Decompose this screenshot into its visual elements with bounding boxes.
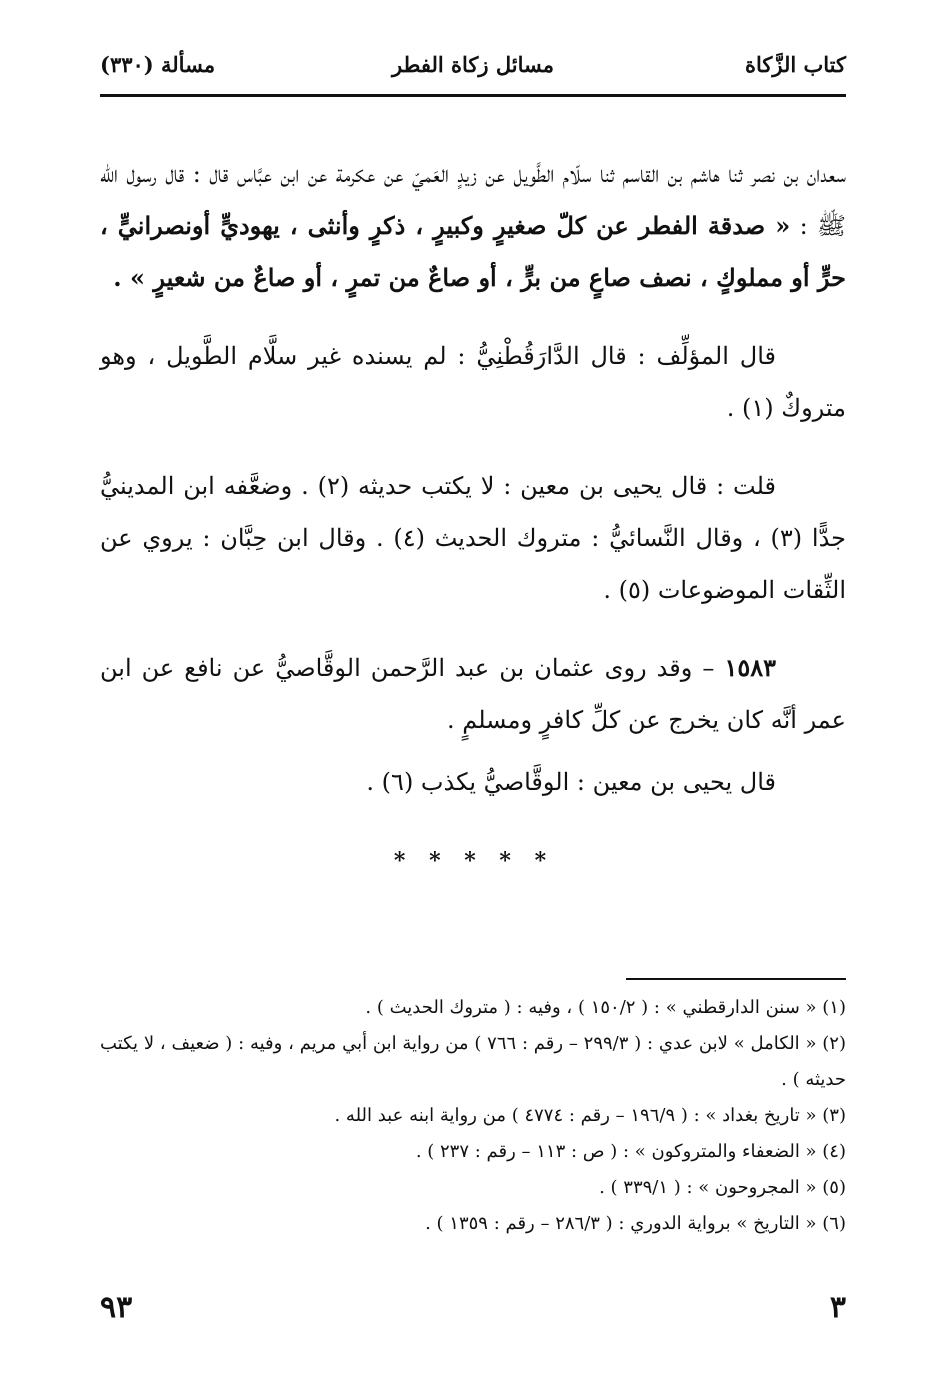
footnotes (100, 990, 846, 1242)
footnote: (٥) « المجروحون » : ( ٣٣٩/١ ) . (599, 1177, 846, 1198)
section-divider: * * * * * (393, 848, 555, 874)
hadith-text: « صدقة الفطر عن كلّ صغيرٍ وكبيرٍ ، ذكرٍ وأنثى ، يهوديٍّ أونصرانيٍّ ، حرٍّ أو مملوكٍ ، نصف صاعٍ من برٍّ ، أو صاعٌ من تمرٍ ، أو صاعٌ من شعيرٍ » . (100, 211, 846, 292)
paragraph-author-note: قال المؤلِّف : قال الدَّارَقُطْنِيُّ : لم يسنده غير سلَّام الطَّويل ، وهو متروكٌ (١) . (100, 342, 846, 422)
paragraph-1583 (100, 642, 846, 746)
book-title: كتاب الزَّكاة (744, 52, 846, 77)
footnote: (٢) « الكامل » لابن عدي : ( ٢٩٩/٣ – رقم : ٧٦٦ ) من رواية ابن أبي مريم ، وفيه : ( ضعيف ، لا يكتب حديثه ) . (100, 1033, 846, 1090)
footnote: (٦) « التاريخ » برواية الدوري : ( ٢٨٦/٣ – رقم : ١٣٥٩ ) . (425, 1213, 846, 1234)
chapter-title: مسائل زكاة الفطر (392, 52, 554, 77)
hadith-number: ١٥٨٣ (724, 653, 776, 682)
footnote: (٣) « تاريخ بغداد » : ( ١٩٦/٩ – رقم : ٤٧٧٤ ) من رواية ابنه عبد الله . (334, 1105, 846, 1126)
footnote-rule (626, 978, 846, 980)
footnote: (٤) « الضعفاء والمتروكون » : ( ص : ١١٣ – رقم : ٢٣٧ ) . (415, 1141, 846, 1162)
page-number-left: ٩٣ (100, 1290, 133, 1325)
header-rule (100, 94, 846, 97)
issue-number: مسألة (٣٣٠) (100, 52, 216, 77)
page-number-right: ٣ (829, 1290, 846, 1325)
hadith-chain: سعدان بن نصر ثنا هاشم بن القاسم ثنا سلّام الطَّويل عن زيدٍ العَميّ عن عكرمة عن ابن عبَّاس قال : قال رسول الله ﷺ : (100, 160, 846, 240)
paragraph-ibn-main: قال يحيى بن معين : الوقَّاصيُّ يكذب (٦) . (366, 768, 776, 796)
hadith-1583-text: – وقد روى عثمان بن عبد الرَّحمن الوقَّاصيُّ عن نافع عن ابن عمر أنَّه كان يخرج عن كلِّ كافرٍ ومسلمٍ . (100, 654, 846, 734)
paragraph-critique: قلت : قال يحيى بن معين : لا يكتب حديثه (٢) . وضعَّفه ابن المدينيُّ جدًّا (٣) ، وقال النَّسائيُّ : متروك الحديث (٤) . وقال ابن حِبَّان : يروي عن الثِّقات الموضوعات (٥) . (100, 472, 846, 604)
main-text (100, 148, 846, 834)
paragraph-hadith (100, 148, 846, 304)
footnote: (١) « سنن الدارقطني » : ( ١٥٠/٢ ) ، وفيه : ( متروك الحديث ) . (365, 997, 846, 1018)
running-header (100, 52, 846, 92)
